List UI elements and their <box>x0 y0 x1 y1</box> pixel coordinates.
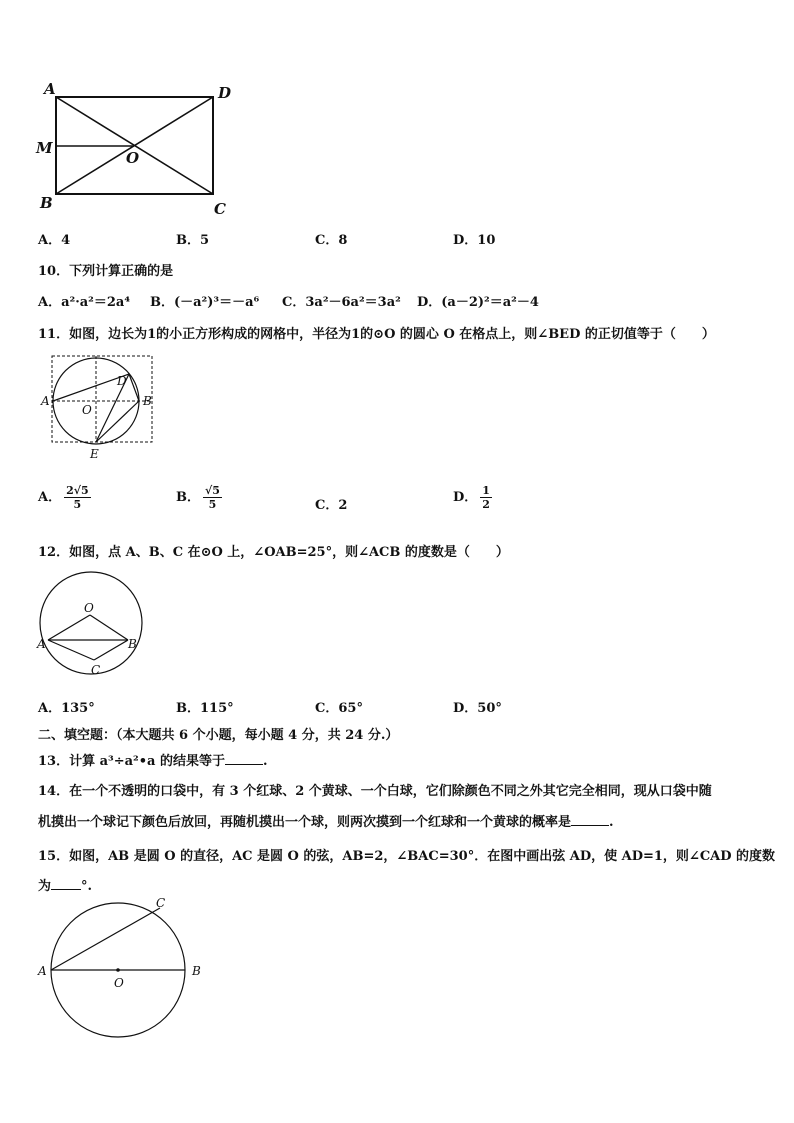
segment-eb <box>96 401 139 442</box>
segment-ob <box>90 615 128 640</box>
label-b: B <box>128 637 137 651</box>
q15-end: °. <box>81 879 93 894</box>
label-m: M <box>36 139 53 157</box>
label-c: C <box>91 663 101 677</box>
label-b: B <box>40 194 53 212</box>
fraction-numerator: 1 <box>482 484 490 497</box>
label-o: O <box>84 601 94 615</box>
q11-option-b-prefix: B． <box>176 490 200 505</box>
q11-figure <box>36 352 160 464</box>
chord-ac <box>51 908 160 970</box>
q15-prefix: 为 <box>38 879 52 894</box>
fraction-numerator: √5 <box>205 484 220 497</box>
q12-option-d[interactable]: D．50° <box>453 701 502 716</box>
label-d: D <box>218 84 232 102</box>
q11-option-d[interactable] <box>453 484 492 511</box>
q9-option-c[interactable]: C．8 <box>315 233 348 248</box>
center-dot <box>116 968 120 972</box>
q14-line1: 14．在一个不透明的口袋中，有 3 个红球、2 个黄球、一个白球，它们除颜色不同之外其它完全相同，现从口袋中随 <box>38 784 712 799</box>
q12-option-a[interactable]: A．135° <box>38 701 95 716</box>
q11-option-a[interactable] <box>38 484 91 511</box>
segment-db <box>129 374 139 401</box>
q11-option-a-prefix: A． <box>38 490 62 505</box>
q15-line2 <box>38 875 92 894</box>
q15-figure <box>34 895 214 1045</box>
q13-stem <box>38 750 268 769</box>
q11-option-b[interactable] <box>176 484 222 511</box>
fraction-denominator: 5 <box>73 498 82 511</box>
q9-figure <box>30 78 250 218</box>
segment-cb <box>94 640 128 660</box>
label-b: B <box>192 964 201 978</box>
q12-option-c[interactable]: C．65° <box>315 701 363 716</box>
section-2-title: 二、填空题：（本大题共 6 个小题，每小题 4 分，共 24 分.） <box>38 728 399 743</box>
segment-oa <box>48 615 90 640</box>
q13-text: 13．计算 a³÷a²•a 的结果等于 <box>38 754 226 769</box>
label-d: D <box>117 374 127 388</box>
q10-option-b[interactable]: B．(－a²)³＝－a⁶ <box>150 295 260 310</box>
q14-text: 机摸出一个球记下颜色后放回，再随机摸出一个球，则两次摸到一个红球和一个黄球的概率是 <box>38 815 572 830</box>
label-o: O <box>82 403 92 417</box>
q10-option-d[interactable]: D．(a－2)²＝a²－4 <box>417 295 539 310</box>
label-o: O <box>126 149 140 167</box>
segment-ac <box>48 640 94 660</box>
q11-option-c[interactable]: C．2 <box>315 498 348 513</box>
q11-option-a-fraction <box>64 484 91 511</box>
label-o: O <box>114 976 124 990</box>
q12-option-b[interactable]: B．115° <box>176 701 234 716</box>
label-c: C <box>214 200 226 218</box>
label-a: A <box>38 964 47 978</box>
label-a: A <box>37 637 46 651</box>
q12-figure <box>34 570 146 680</box>
answer-blank[interactable] <box>571 824 609 826</box>
q11-option-d-prefix: D． <box>453 490 478 505</box>
label-b: B <box>143 394 152 408</box>
q9-option-b[interactable]: B．5 <box>176 233 210 248</box>
q12-stem: 12．如图，点 A、B、C 在⊙O 上，∠OAB=25°，则∠ACB 的度数是（ ） <box>38 545 509 560</box>
answer-blank[interactable] <box>225 763 263 765</box>
fraction-numerator: 2√5 <box>66 484 89 497</box>
label-c: C <box>156 896 166 910</box>
q15-line1: 15．如图，AB 是圆 O 的直径，AC 是圆 O 的弦，AB=2，∠BAC=30°．在图中画出弦 AD，使 AD=1，则∠CAD 的度数 <box>38 849 776 864</box>
q14-end: . <box>609 815 614 830</box>
fraction-denominator: 2 <box>482 498 490 511</box>
q11-option-d-fraction <box>480 484 492 511</box>
q9-option-a[interactable]: A．4 <box>38 233 71 248</box>
label-a: A <box>44 80 56 98</box>
label-a: A <box>41 394 50 408</box>
q14-line2 <box>38 811 614 830</box>
q10-stem: 10．下列计算正确的是 <box>38 264 174 279</box>
label-e: E <box>90 447 99 461</box>
q13-end: . <box>263 754 268 769</box>
q11-stem: 11．如图，边长为1的小正方形构成的网格中，半径为1的⊙O 的圆心 O 在格点上，则∠BED 的正切值等于（ ） <box>38 327 715 342</box>
fraction-denominator: 5 <box>208 498 217 511</box>
answer-blank[interactable] <box>51 888 81 890</box>
q10-option-a[interactable]: A．a²·a²＝2a⁴ <box>38 295 131 310</box>
q9-option-d[interactable]: D．10 <box>453 233 496 248</box>
q11-option-b-fraction <box>203 484 222 511</box>
q10-option-c[interactable]: C．3a²－6a²＝3a² <box>282 295 401 310</box>
